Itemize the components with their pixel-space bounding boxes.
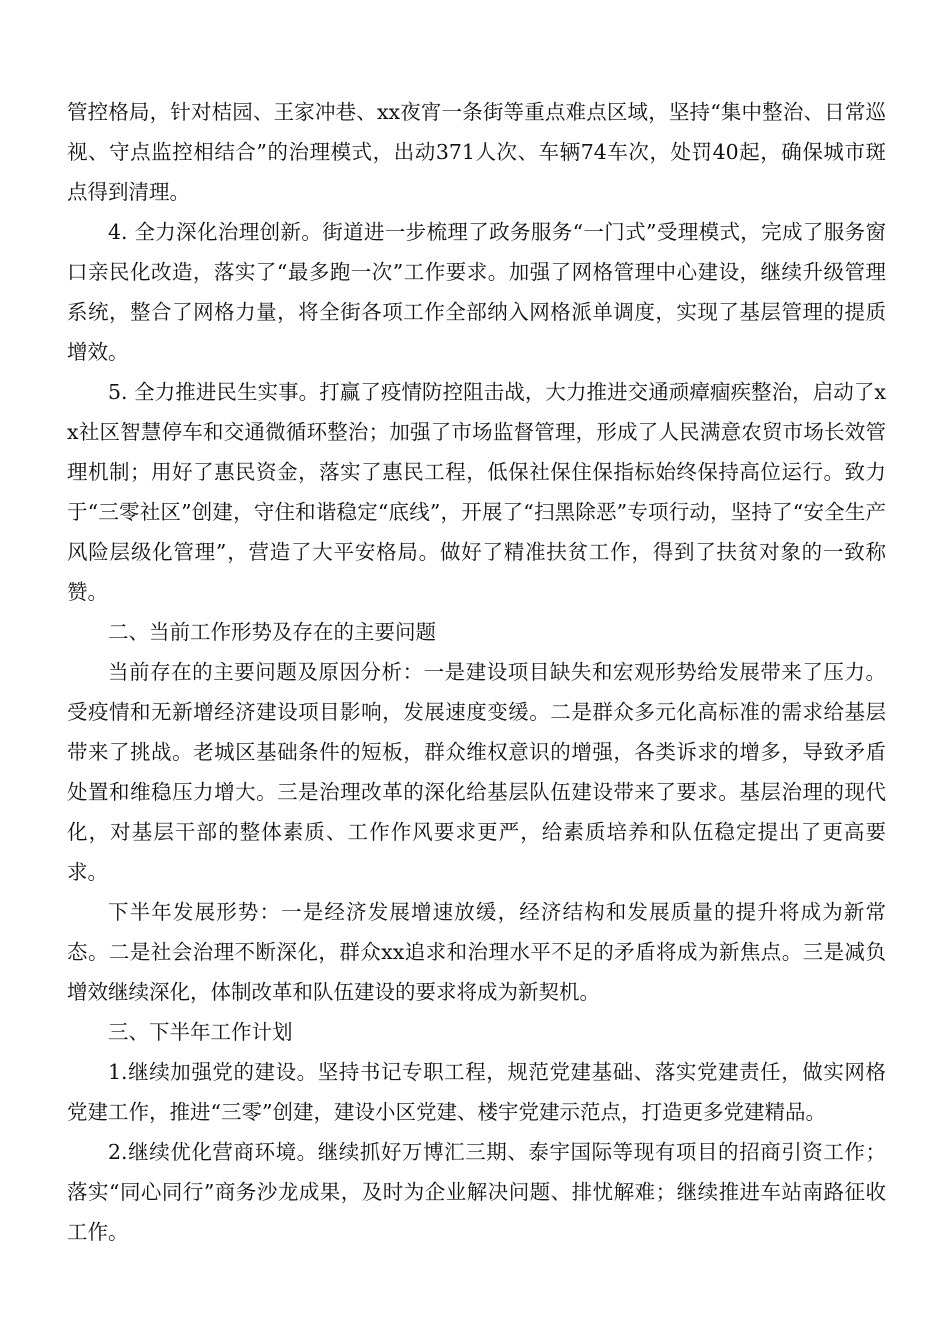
paragraph-party-building: 1.继续加强党的建设。坚持书记专职工程，规范党建基础、落实党建责任，做实网格党建工作，推进“三零”创建，建设小区党建、楼宇党建示范点，打造更多党建精品。 bbox=[67, 1060, 886, 1124]
paragraph-main-problems: 当前存在的主要问题及原因分析：一是建设项目缺失和宏观形势给发展带来了压力。受疫情和无新增经济建设项目影响，发展速度变缓。二是群众多元化高标准的需求给基层带来了挑战。老城区基础条件的短板，群众维权意识的增强，各类诉求的增多，导致矛盾处置和维稳压力增大。三是治理改革的深化给基层队伍建设带来了要求。基层治理的现代化，对基层干部的整体素质、工作作风要求更严，给素质培养和队伍稳定提出了更高要求。 bbox=[67, 660, 886, 884]
section-heading-work-plan: 三、下半年工作计划 bbox=[108, 1020, 293, 1044]
section-heading-current-situation: 二、当前工作形势及存在的主要问题 bbox=[108, 620, 436, 644]
paragraph-grid-control: 管控格局，针对桔园、王家冲巷、xx夜宵一条街等重点难点区域，坚持“集中整治、日常巡视、守点监控相结合”的治理模式，出动371人次、车辆74车次，处罚40起，确保城市斑点得到清理。 bbox=[67, 100, 886, 204]
paragraph-livelihood: 5. 全力推进民生实事。打赢了疫情防控阻击战，大力推进交通顽瘴痼疾整治，启动了xx社区智慧停车和交通微循环整治；加强了市场监督管理，形成了人民满意农贸市场长效管理机制；用好了惠民资金，落实了惠民工程，低保社保住保指标始终保持高位运行。致力于“三零社区”创建，守住和谐稳定“底线”，开展了“扫黑除恶”专项行动，坚持了“安全生产风险层级化管理”，营造了大平安格局。做好了精准扶贫工作，得到了扶贫对象的一致称赞。 bbox=[67, 380, 886, 604]
paragraph-development-trend: 下半年发展形势：一是经济发展增速放缓，经济结构和发展质量的提升将成为新常态。二是社会治理不断深化，群众xx追求和治理水平不足的矛盾将成为新焦点。三是减负增效继续深化，体制改革和队伍建设的要求将成为新契机。 bbox=[67, 900, 886, 1004]
paragraph-governance-innovation: 4. 全力深化治理创新。街道进一步梳理了政务服务“一门式”受理模式，完成了服务窗口亲民化改造，落实了“最多跑一次”工作要求。加强了网格管理中心建设，继续升级管理系统，整合了网格力量，将全街各项工作全部纳入网格派单调度，实现了基层管理的提质增效。 bbox=[67, 220, 886, 364]
paragraph-business-environment: 2.继续优化营商环境。继续抓好万博汇三期、泰宇国际等现有项目的招商引资工作；落实“同心同行”商务沙龙成果，及时为企业解决问题、排忧解难；继续推进车站南路征收工作。 bbox=[67, 1140, 886, 1244]
